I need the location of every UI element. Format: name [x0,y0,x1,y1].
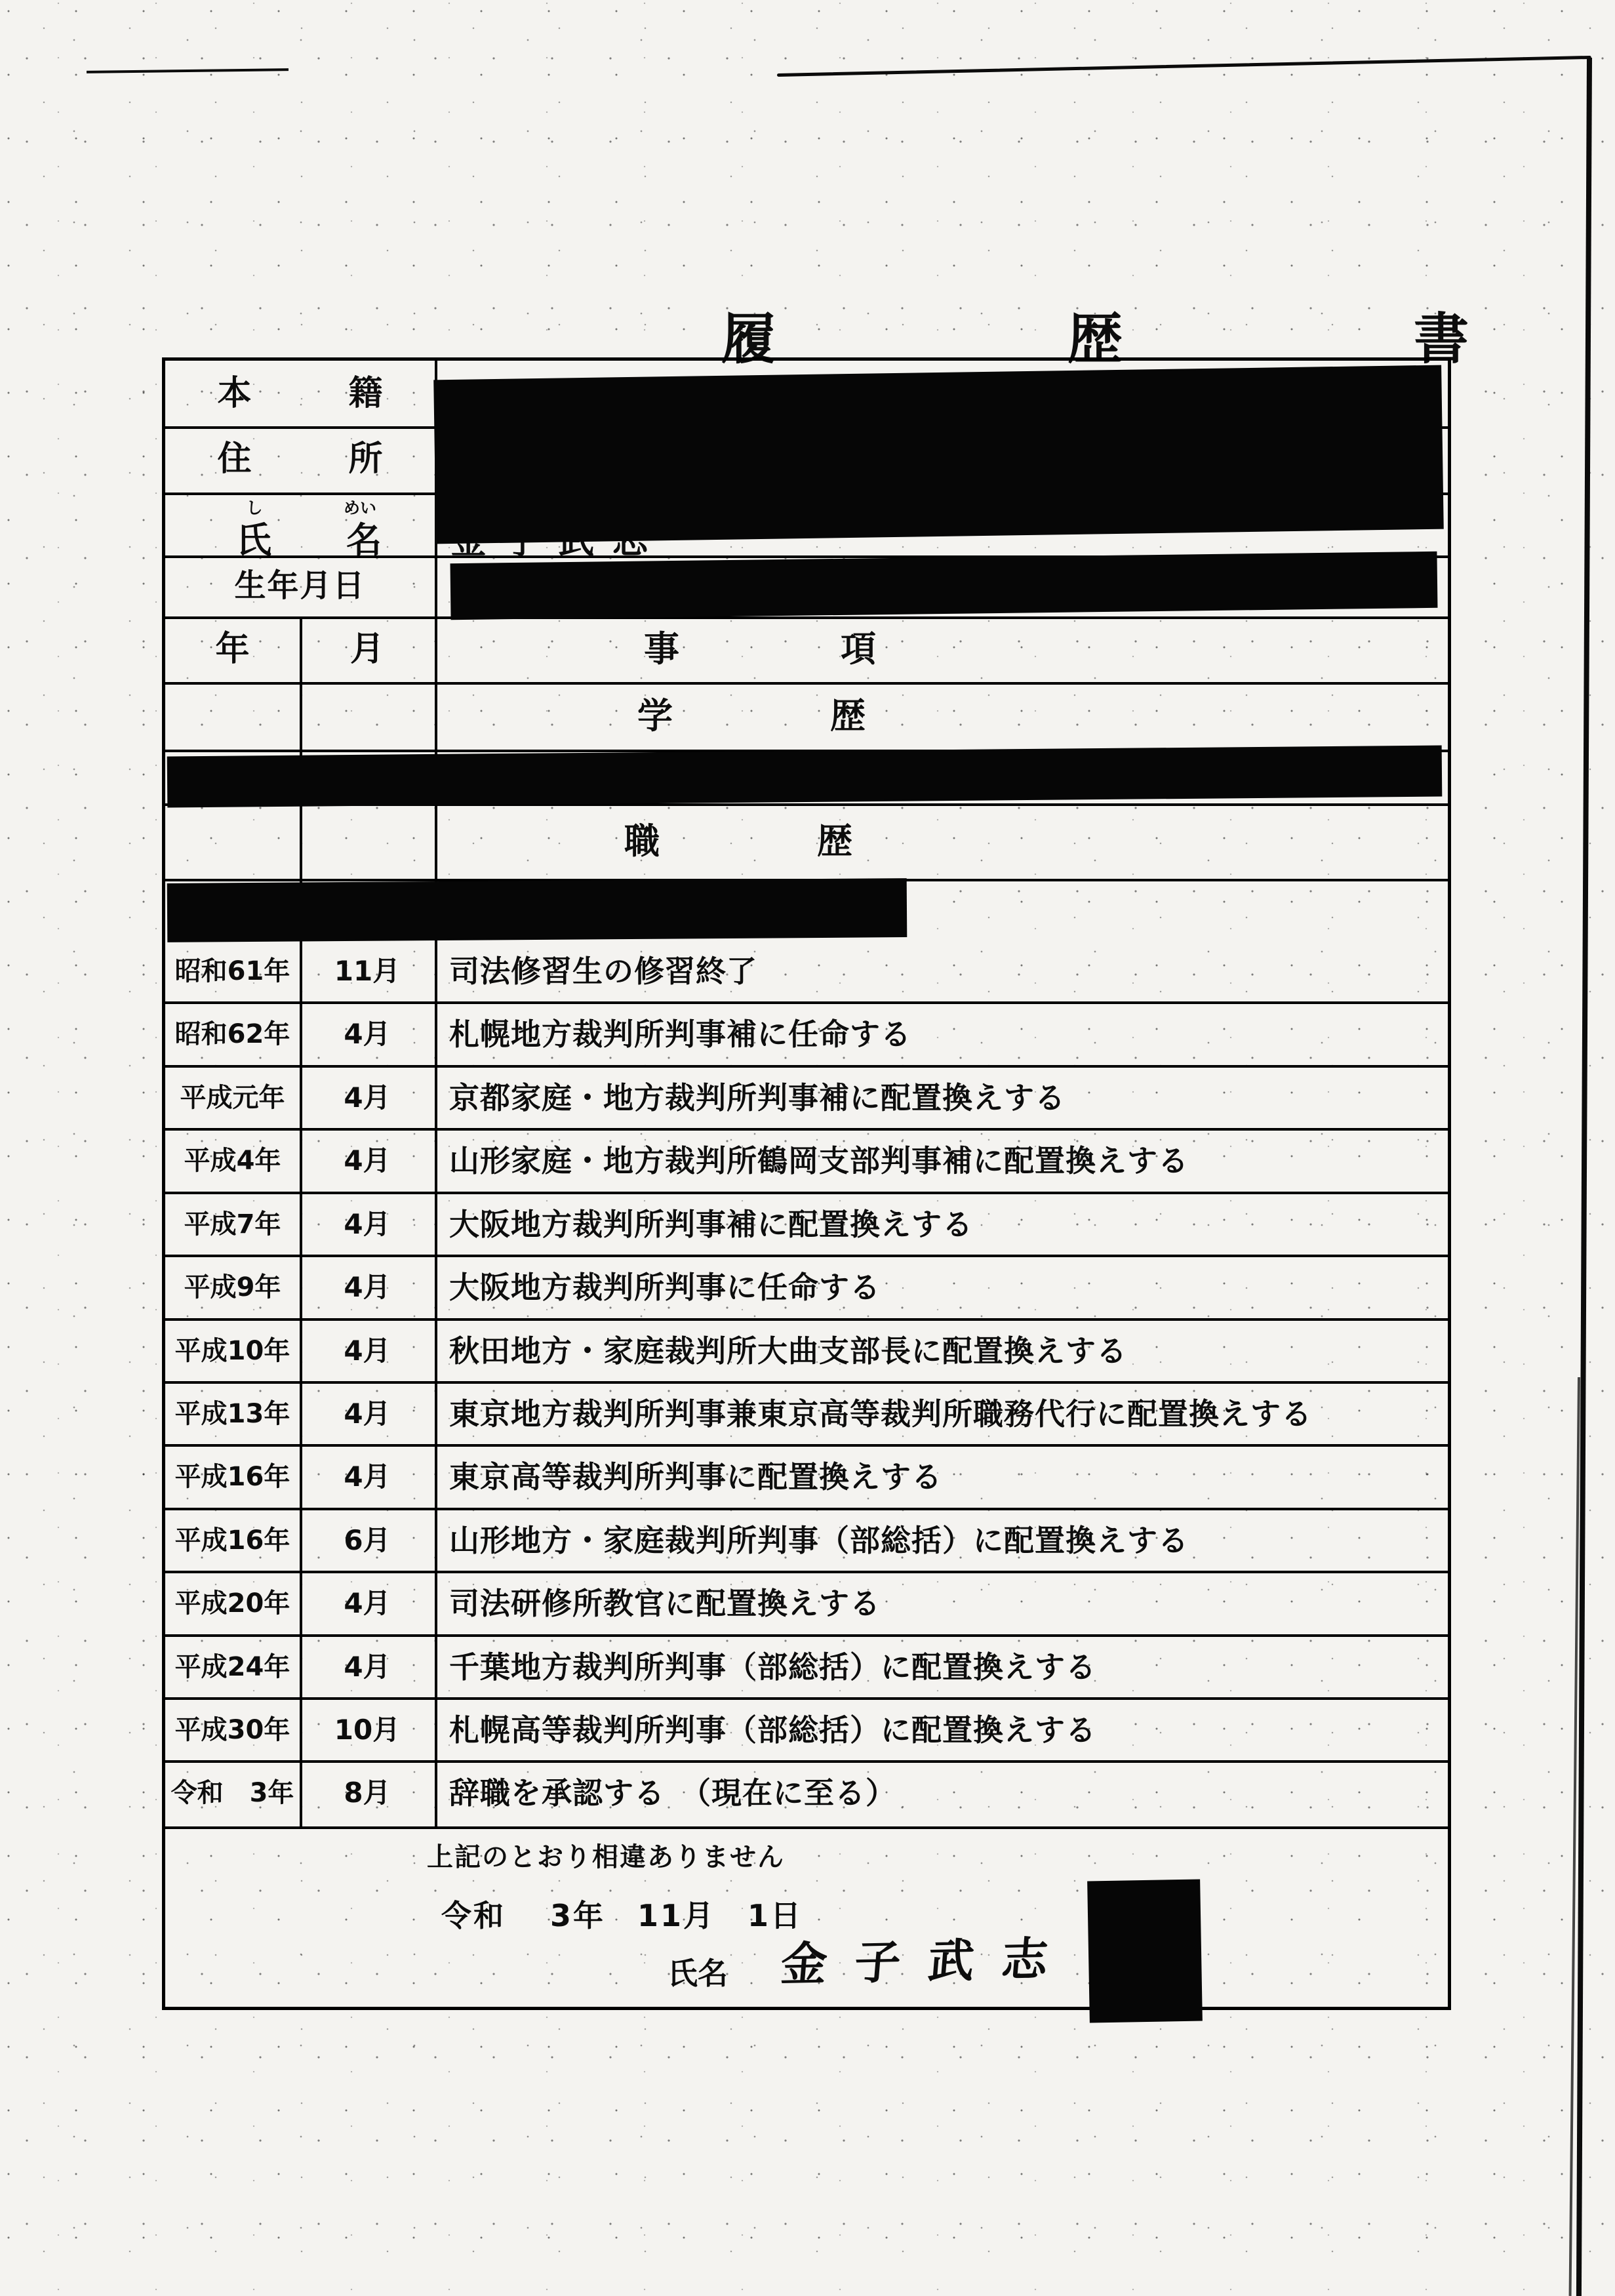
row-month: 11月 [334,955,401,987]
signature-name-label: 氏名 [668,1956,728,1991]
row-month: 4月 [344,1144,391,1177]
row-year: 平成13年 [174,1398,290,1429]
jusho-label: 住 所 [217,439,414,479]
table-row [165,1194,1448,1257]
row-year: 平成20年 [174,1588,290,1619]
row-month: 10月 [334,1714,401,1746]
row-month: 4月 [344,1018,391,1051]
table-row [165,1257,1448,1320]
column-header-year: 年 [215,630,250,669]
row-year: 令和 3年 [170,1778,294,1809]
row-item: 札幌地方裁判所判事補に任命する [449,1017,911,1053]
redaction-box-birthdate [450,552,1438,620]
row-item: 札幌高等裁判所判事（部総括）に配置換えする [449,1712,1096,1748]
row-year: 平成9年 [184,1272,281,1303]
table-row [165,1131,1448,1194]
row-item: 東京地方裁判所判事兼東京高等裁判所職務代行に配置換えする [449,1396,1312,1432]
shimei-furigana-mei: めい [343,498,376,517]
row-year: 平成16年 [174,1525,290,1556]
grid-line [165,1826,1448,1829]
row-month: 4月 [344,1650,391,1683]
table-row [165,1068,1448,1131]
redaction-box-honseki-jusho [433,365,1444,544]
row-month: 6月 [344,1523,391,1556]
column-header-month: 月 [349,630,384,669]
row-item: 山形地方・家庭裁判所判事（部総括）に配置換えする [449,1522,1189,1558]
row-item: 大阪地方裁判所判事に任命する [449,1270,881,1306]
row-month: 4月 [344,1397,391,1430]
row-month: 8月 [344,1777,391,1809]
row-month: 4月 [344,1587,391,1620]
table-row [165,1321,1448,1384]
education-section-header: 学 歴 [637,695,894,736]
row-item: 山形家庭・地方裁判所鶴岡支部判事補に配置換えする [449,1143,1189,1179]
row-year: 平成7年 [184,1209,281,1239]
row-month: 4月 [344,1271,391,1304]
redaction-box-first-career-entry [167,878,907,942]
redaction-box-education-entry [167,746,1443,808]
table-row [165,1004,1448,1067]
handwritten-signature: 金子武志 [778,1931,1078,1992]
scan-edge-artifact-top [777,56,1591,77]
resume-table [162,357,1451,2010]
table-row [165,1510,1448,1573]
row-item: 大阪地方裁判所判事補に配置換えする [449,1206,973,1242]
row-month: 4月 [344,1460,391,1493]
row-year: 昭和61年 [174,956,290,986]
row-item: 司法修習生の修習終了 [449,954,757,989]
scan-edge-artifact-right [1576,58,1592,2296]
row-year: 平成24年 [174,1651,290,1682]
table-row [165,941,1448,1004]
row-item: 辞職を承認する （現在に至る） [449,1775,896,1811]
career-history-rows [165,941,1448,1826]
row-item: 東京高等裁判所判事に配置換えする [449,1459,942,1495]
redaction-box-seal [1087,1880,1203,2023]
row-year: 平成30年 [174,1715,290,1746]
scan-edge-artifact-top-left [87,68,289,73]
row-year: 平成4年 [184,1146,281,1177]
table-row [165,1637,1448,1700]
row-year: 平成16年 [174,1462,290,1493]
table-row [165,1700,1448,1763]
shimei-label: 氏 名 [236,519,401,561]
table-row [165,1447,1448,1510]
row-item: 京都家庭・地方裁判所判事補に配置換えする [449,1079,1066,1116]
column-header-item: 事 項 [644,628,906,670]
honseki-label: 本 籍 [217,374,414,413]
row-month: 4月 [344,1334,391,1367]
row-item: 秋田地方・家庭裁判所大曲支部長に配置換えする [449,1333,1127,1369]
table-row [165,1384,1448,1447]
birthdate-label: 生年月日 [234,567,366,604]
row-item: 千葉地方裁判所判事（部総括）に配置換えする [449,1649,1096,1685]
table-row [165,1573,1448,1636]
career-section-header: 職 歴 [624,820,881,862]
row-year: 昭和62年 [174,1019,290,1050]
page-title: 履 歴 書 [721,307,1587,371]
table-row [165,1763,1448,1826]
row-year: 平成10年 [174,1335,290,1366]
row-month: 4月 [344,1081,391,1114]
row-month: 4月 [344,1207,391,1240]
attestation-statement: 上記のとおり相違ありません [427,1842,785,1872]
attestation-date: 令和 3年 11月 1日 [441,1898,803,1933]
row-year: 平成元年 [180,1082,285,1113]
row-item: 司法研修所教官に配置換えする [449,1586,881,1622]
shimei-furigana-shi: し [246,498,263,517]
